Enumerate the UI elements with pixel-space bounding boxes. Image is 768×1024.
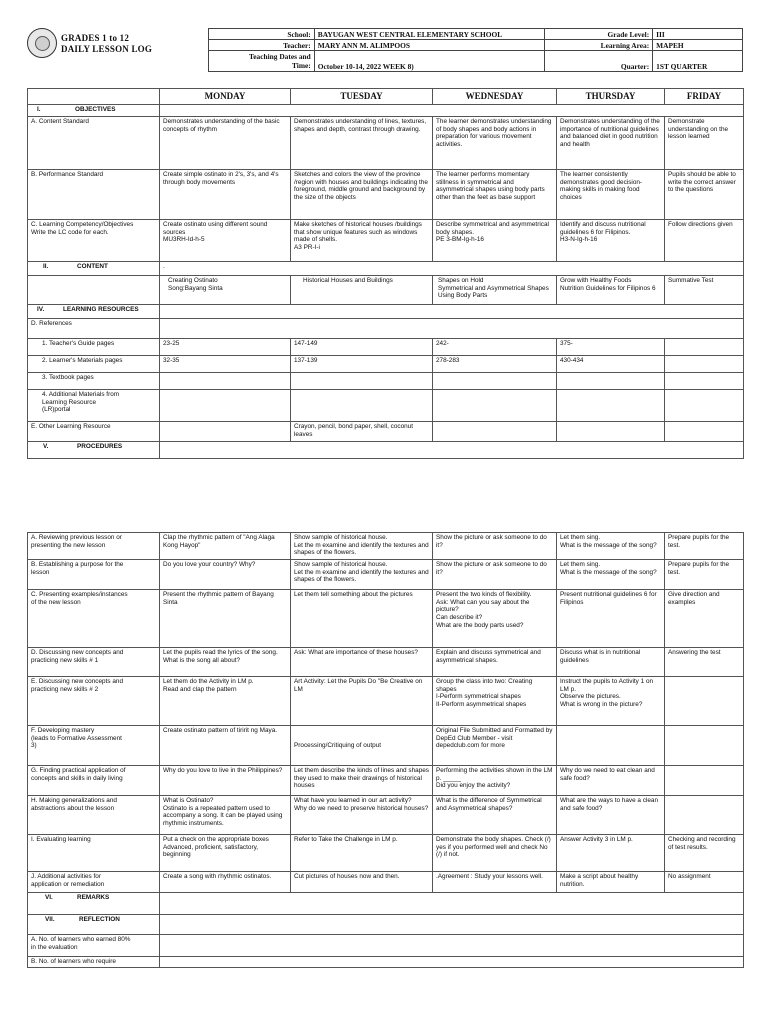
cell-wednesday bbox=[433, 390, 557, 422]
section-content bbox=[28, 262, 160, 276]
day-header-tuesday: TUESDAY bbox=[291, 89, 433, 105]
section-learning-resources bbox=[28, 305, 160, 319]
teaching-dates-label bbox=[209, 51, 315, 72]
section-number: V. bbox=[43, 443, 49, 450]
cell-monday: Create a song with rhythmic ostinatos. bbox=[160, 872, 291, 893]
row-label-performance-standard: B. Performance Standard bbox=[28, 170, 160, 220]
section-title: PROCEDURES bbox=[77, 443, 123, 450]
cell-monday: What is Ostinato? Ostinato is a repeated pattern used to accompany a song. It can be played using rhythmic instruments. bbox=[160, 796, 291, 835]
school-label: School: bbox=[209, 29, 315, 40]
cell-friday: Demonstrate understanding on the lesson learned bbox=[665, 117, 744, 170]
cell-wednesday: 242- bbox=[433, 339, 557, 356]
cell-friday: Summative Test bbox=[665, 276, 744, 305]
cell-tuesday: Let them tell something about the pictures bbox=[291, 590, 433, 648]
row-label-content bbox=[28, 276, 160, 305]
cell-friday: No assignment bbox=[665, 872, 744, 893]
cell-monday: Create ostinato using different sound sources MU3RH-Id-h-5 bbox=[160, 220, 291, 262]
cell-thursday: Identify and discuss nutritional guidelines 6 for Filipinos. H3-N-Ig-h-16 bbox=[557, 220, 665, 262]
cell-wednesday: What is the difference of Symmetrical and Asymmetrical shapes? bbox=[433, 796, 557, 835]
cell-monday bbox=[160, 373, 291, 390]
section-filler bbox=[160, 305, 744, 319]
cell-wednesday bbox=[433, 422, 557, 442]
school-value: BAYUGAN WEST CENTRAL ELEMENTARY SCHOOL bbox=[314, 29, 544, 40]
cell-thursday: Present nutritional guidelines 6 for Filipinos bbox=[557, 590, 665, 648]
section-reflection bbox=[28, 915, 160, 935]
cell-friday bbox=[665, 356, 744, 373]
cell-monday: Creating Ostinato Song:Bayang Sinta bbox=[160, 276, 291, 305]
row-label-other-resource: E. Other Learning Resource bbox=[28, 422, 160, 442]
day-header-friday: FRIDAY bbox=[665, 89, 744, 105]
day-header-thursday: THURSDAY bbox=[557, 89, 665, 105]
cell-thursday: Let them sing. What is the message of the song? bbox=[557, 533, 665, 560]
row-label-learning-competency: C. Learning Competency/Objectives Write the LC code for each. bbox=[28, 220, 160, 262]
cell-thursday: Demonstrates understanding of the importance of nutritional guidelines and balanced diet in good nutrition and health bbox=[557, 117, 665, 170]
row-label-reviewing-previous-lesson: A. Reviewing previous lesson or presenting the new lesson bbox=[28, 533, 160, 560]
cell-wednesday: Original File Submitted and Formatted by DepEd Club Member - visit depedclub.com for more bbox=[433, 726, 557, 766]
cell-tuesday: Processing/Critiquing of output bbox=[291, 726, 433, 766]
section-title: CONTENT bbox=[77, 263, 108, 270]
cell-friday: Pupils should be able to write the correct answer to the questions bbox=[665, 170, 744, 220]
row-label-additional-materials: 4. Additional Materials from Learning Resource (LR)portal bbox=[28, 390, 160, 422]
cell-thursday bbox=[557, 726, 665, 766]
cell-friday bbox=[665, 390, 744, 422]
cell-tuesday: Show sample of historical house. Let the m examine and identify the textures and shapes of the flowers. bbox=[291, 533, 433, 560]
row-label-content-standard: A. Content Standard bbox=[28, 117, 160, 170]
row-label-textbook: 3. Textbook pages bbox=[28, 373, 160, 390]
cell-friday: Checking and recording of test results. bbox=[665, 835, 744, 872]
teacher-label: Teacher: bbox=[209, 40, 315, 51]
section-title: REFLECTION bbox=[79, 916, 120, 923]
cell-wednesday: The learner demonstrates understanding of body shapes and body actions in preparation for various movement activities. bbox=[433, 117, 557, 170]
cell-thursday: What are the ways to have a clean and safe food? bbox=[557, 796, 665, 835]
cell-friday bbox=[665, 422, 744, 442]
row-label-generalizations: H. Making generalizations and abstractions about the lesson bbox=[28, 796, 160, 835]
reflection-answer bbox=[160, 957, 744, 968]
grade-level-value: III bbox=[653, 29, 743, 40]
row-label-learners-materials: 2. Learner's Materials pages bbox=[28, 356, 160, 373]
row-label-teachers-guide: 1. Teacher's Guide pages bbox=[28, 339, 160, 356]
content-filler: . bbox=[160, 262, 744, 276]
cell-friday bbox=[665, 677, 744, 726]
cell-monday: Do you love your country? Why? bbox=[160, 560, 291, 590]
cell-tuesday: Make sketches of historical houses /buildings that show unique features such as windows made of shells. A3 PR-I-i bbox=[291, 220, 433, 262]
cell-wednesday: Performing the activities shown in the LM p. _____ Did you enjoy the activity? bbox=[433, 766, 557, 796]
cell-monday: Create ostinato pattern of tiririt ng Maya. bbox=[160, 726, 291, 766]
corner-cell bbox=[28, 89, 160, 105]
cell-monday: Let the pupils read the lyrics of the song. What is the song all about? bbox=[160, 648, 291, 677]
cell-tuesday: Demonstrates understanding of lines, textures, shapes and depth, contrast through drawing. bbox=[291, 117, 433, 170]
header-info-table bbox=[208, 28, 743, 72]
row-label-additional-activities: J. Additional activities for application or remediation bbox=[28, 872, 160, 893]
cell-thursday: 375- bbox=[557, 339, 665, 356]
cell-wednesday: .Agreement : Study your lessons well. bbox=[433, 872, 557, 893]
section-procedures bbox=[28, 442, 160, 459]
cell-wednesday: Explain and discuss symmetrical and asymmetrical shapes. bbox=[433, 648, 557, 677]
cell-friday: Prepare pupils for the test. bbox=[665, 533, 744, 560]
cell-thursday bbox=[557, 422, 665, 442]
quarter-value: 1ST QUARTER bbox=[653, 51, 743, 72]
cell-tuesday: Sketches and colors the view of the province /region with houses and buildings indicating the foreground, middle ground and background by the size of the objects bbox=[291, 170, 433, 220]
document-title bbox=[61, 33, 152, 55]
row-label-establishing-purpose: B. Establishing a purpose for the lesson bbox=[28, 560, 160, 590]
cell-wednesday: The learner performs momentary stillness in symmetrical and asymmetrical shapes using body parts other than the feet as base support bbox=[433, 170, 557, 220]
cell-wednesday: Show the picture or ask someone to do it? bbox=[433, 560, 557, 590]
deped-seal-icon bbox=[27, 28, 57, 58]
references-filler bbox=[160, 319, 744, 339]
row-label-evaluating-learning: I. Evaluating learning bbox=[28, 835, 160, 872]
cell-tuesday: Show sample of historical house. Let the m examine and identify the textures and shapes of the flowers. bbox=[291, 560, 433, 590]
cell-tuesday bbox=[291, 390, 433, 422]
cell-tuesday: What have you learned in our art activity? Why do we need to preserve historical houses? bbox=[291, 796, 433, 835]
teaching-dates-label-line2: Time: bbox=[292, 61, 311, 70]
row-label-learners-80-percent: A. No. of learners who earned 80% in the evaluation bbox=[28, 935, 160, 957]
cell-wednesday: 278-283 bbox=[433, 356, 557, 373]
cell-wednesday: Describe symmetrical and asymmetrical body shapes. PE 3-BM-Ig-h-16 bbox=[433, 220, 557, 262]
row-label-discussing-concepts-1: D. Discussing new concepts and practicing new skills # 1 bbox=[28, 648, 160, 677]
day-header-monday: MONDAY bbox=[160, 89, 291, 105]
quarter-label: Quarter: bbox=[544, 51, 653, 72]
cell-wednesday: Shapes on Hold Symmetrical and Asymmetrical Shapes Using Body Parts bbox=[433, 276, 557, 305]
row-label-developing-mastery: F. Developing mastery (leads to Formative Assessment 3) bbox=[28, 726, 160, 766]
section-number: I. bbox=[37, 106, 41, 113]
teaching-dates-value: October 10-14, 2022 WEEK 8) bbox=[314, 51, 544, 72]
section-number: VI. bbox=[45, 894, 53, 901]
cell-tuesday: 147-149 bbox=[291, 339, 433, 356]
cell-tuesday: Cut pictures of houses now and then. bbox=[291, 872, 433, 893]
cell-thursday: Why do we need to eat clean and safe food? bbox=[557, 766, 665, 796]
cell-tuesday: Historical Houses and Buildings bbox=[291, 276, 433, 305]
cell-monday: Create simple ostinato in 2's, 3's, and 4's through body movements bbox=[160, 170, 291, 220]
lesson-grid-page2 bbox=[27, 532, 744, 968]
row-label-practical-application: G. Finding practical application of concepts and skills in daily living bbox=[28, 766, 160, 796]
cell-friday: Prepare pupils for the test. bbox=[665, 560, 744, 590]
cell-monday bbox=[160, 390, 291, 422]
cell-friday: Give direction and examples bbox=[665, 590, 744, 648]
cell-tuesday: 137-139 bbox=[291, 356, 433, 373]
cell-monday: 32-35 bbox=[160, 356, 291, 373]
row-label-presenting-examples: C. Presenting examples/instances of the new lesson bbox=[28, 590, 160, 648]
cell-monday: Demonstrates understanding of the basic concepts of rhythm bbox=[160, 117, 291, 170]
cell-tuesday: Refer to Take the Challenge in LM p. bbox=[291, 835, 433, 872]
cell-thursday: The learner consistently demonstrates good decision-making skills in making food choices bbox=[557, 170, 665, 220]
cell-friday bbox=[665, 726, 744, 766]
cell-friday bbox=[665, 796, 744, 835]
row-label-learners-remediation: B. No. of learners who require bbox=[28, 957, 160, 968]
section-number: VII. bbox=[45, 916, 55, 923]
remarks-filler bbox=[160, 893, 744, 915]
grade-level-label: Grade Level: bbox=[544, 29, 653, 40]
learning-area-label: Learning Area: bbox=[544, 40, 653, 51]
section-title: OBJECTIVES bbox=[75, 106, 116, 113]
row-label-discussing-concepts-2: E. Discussing new concepts and practicing new skills # 2 bbox=[28, 677, 160, 726]
section-remarks bbox=[28, 893, 160, 915]
cell-tuesday: Art Activity: Let the Pupils Do "Be Creative on LM bbox=[291, 677, 433, 726]
section-filler bbox=[160, 442, 744, 459]
day-header-wednesday: WEDNESDAY bbox=[433, 89, 557, 105]
section-objectives bbox=[28, 105, 160, 117]
cell-wednesday: Group the class into two: Creating shapes I-Perform symmetrical shapes II-Perform asymmetrical shapes bbox=[433, 677, 557, 726]
reflection-answer bbox=[160, 935, 744, 957]
cell-tuesday bbox=[291, 373, 433, 390]
cell-thursday: Make a script about healthy nutrition. bbox=[557, 872, 665, 893]
cell-wednesday: Demonstrate the body shapes. Check (/) yes if you performed well and check No (/) if not. bbox=[433, 835, 557, 872]
cell-friday bbox=[665, 766, 744, 796]
cell-friday bbox=[665, 339, 744, 356]
cell-monday: Put a check on the appropriate boxes Advanced, proficient, satisfactory, beginning bbox=[160, 835, 291, 872]
teacher-value: MARY ANN M. ALIMPOOS bbox=[314, 40, 544, 51]
cell-thursday: Grow with Healthy Foods Nutrition Guidelines for Filipinos 6 bbox=[557, 276, 665, 305]
cell-monday: Clap the rhythmic pattern of "Ang Alaga Kong Hayop" bbox=[160, 533, 291, 560]
cell-monday: Present the rhythmic pattern of Bayang Sinta bbox=[160, 590, 291, 648]
cell-monday: Why do you love to live in the Philippines? bbox=[160, 766, 291, 796]
cell-thursday: Answer Activity 3 in LM p. bbox=[557, 835, 665, 872]
cell-friday: Answering the test bbox=[665, 648, 744, 677]
cell-tuesday: Ask: What are importance of these houses? bbox=[291, 648, 433, 677]
cell-wednesday: Show the picture or ask someone to do it? bbox=[433, 533, 557, 560]
section-number: II. bbox=[43, 263, 49, 270]
section-filler bbox=[160, 105, 744, 117]
cell-friday bbox=[665, 373, 744, 390]
section-title: REMARKS bbox=[77, 894, 110, 901]
title-line-grades: GRADES 1 to 12 bbox=[61, 33, 130, 43]
cell-monday: 23-25 bbox=[160, 339, 291, 356]
cell-thursday: 430-434 bbox=[557, 356, 665, 373]
cell-thursday: Let them sing. What is the message of the song? bbox=[557, 560, 665, 590]
cell-wednesday: Present the two kinds of flexibility. Ask: What can you say about the picture? Can describe it? What are the body parts used? bbox=[433, 590, 557, 648]
cell-tuesday: Let them describe the kinds of lines and shapes they used to make their drawings of historical houses bbox=[291, 766, 433, 796]
cell-tuesday: Crayon, pencil, bond paper, shell, coconut leaves bbox=[291, 422, 433, 442]
title-line-dll: DAILY LESSON LOG bbox=[61, 44, 153, 54]
cell-wednesday bbox=[433, 373, 557, 390]
cell-thursday: Discuss what is in nutritional guidelines bbox=[557, 648, 665, 677]
section-number: IV. bbox=[37, 306, 45, 313]
cell-thursday: Instruct the pupils to Activity 1 on LM p. Observe the pictures. What is wrong in the picture? bbox=[557, 677, 665, 726]
cell-friday: Follow directions given bbox=[665, 220, 744, 262]
reflection-filler bbox=[160, 915, 744, 935]
lesson-grid-page1 bbox=[27, 88, 744, 459]
teaching-dates-label-line1: Teaching Dates and bbox=[249, 52, 311, 61]
row-label-references: D. References bbox=[28, 319, 160, 339]
learning-area-value: MAPEH bbox=[653, 40, 743, 51]
section-title: LEARNING RESOURCES bbox=[63, 306, 139, 313]
cell-thursday bbox=[557, 373, 665, 390]
cell-thursday bbox=[557, 390, 665, 422]
cell-monday bbox=[160, 422, 291, 442]
lesson-log-header bbox=[27, 28, 743, 72]
cell-monday: Let them do the Activity in LM p. Read and clap the pattern bbox=[160, 677, 291, 726]
